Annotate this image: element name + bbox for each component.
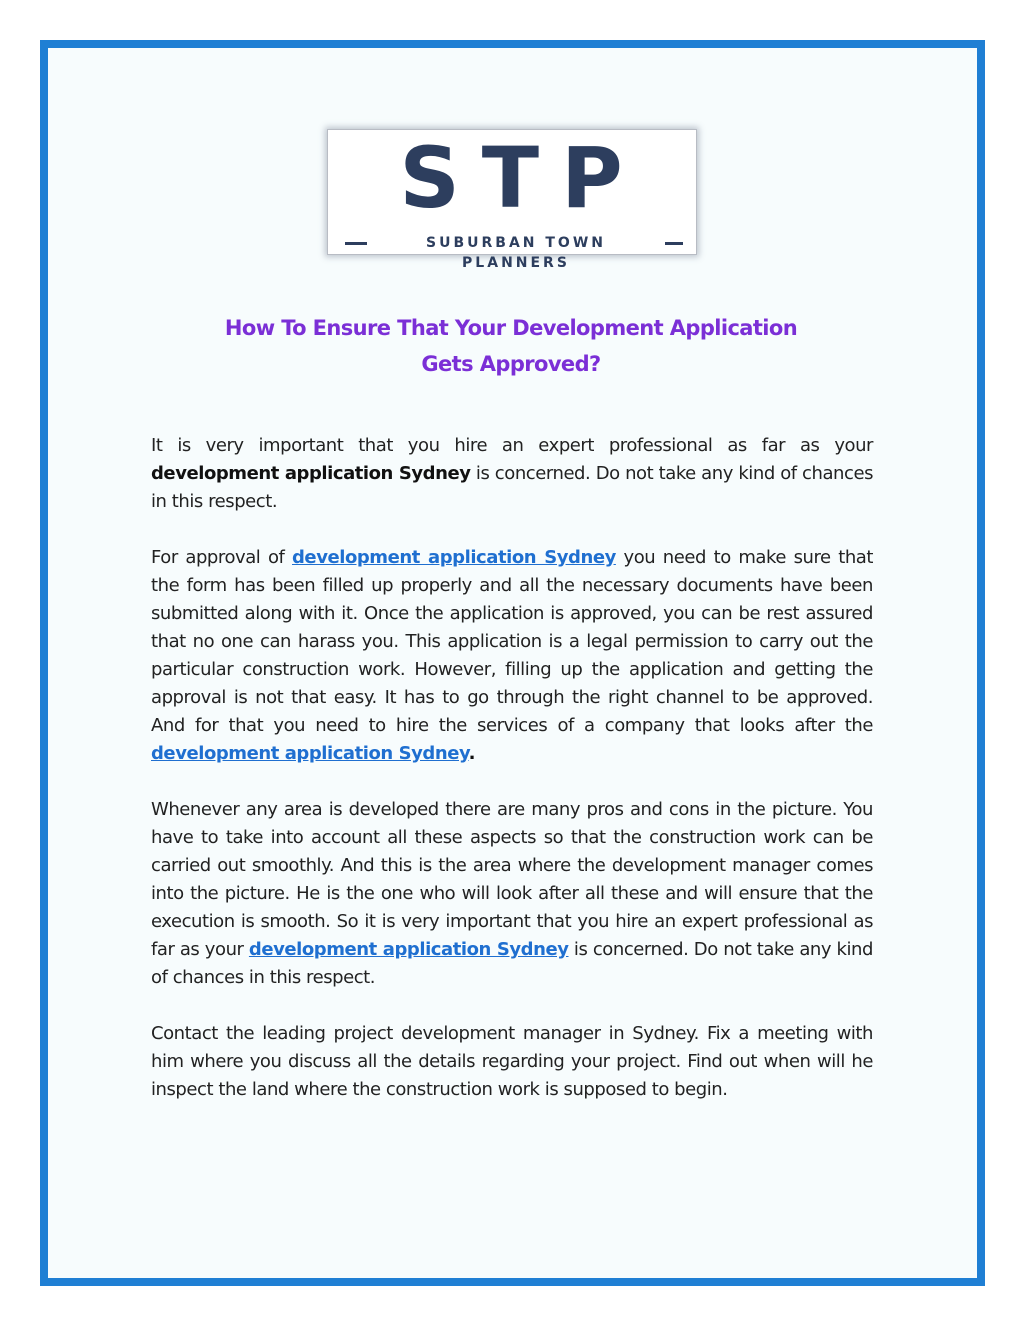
p2-text-after: . [468, 743, 475, 764]
p1-text-before: It is very important that you hire an expert professional as far as your [151, 435, 873, 456]
paragraph-2 [151, 544, 873, 768]
paragraph-3 [151, 796, 873, 992]
p2-link-2[interactable]: development application Sydney [151, 743, 469, 764]
p2-text-before: For approval of [151, 547, 292, 568]
paragraph-4: Contact the leading project development manager in Sydney. Fix a meeting with him where you discuss all the details regarding your project. Find out when will he inspect the land where the construction work is supposed to begin. [151, 1023, 873, 1100]
title-line-1: How To Ensure That Your Development Application [224, 316, 798, 340]
logo-divider-left [345, 242, 367, 245]
p3-link[interactable]: development application Sydney [248, 939, 569, 960]
p2-link-1[interactable]: development application Sydney [292, 547, 616, 568]
logo-letters: STP [399, 129, 645, 227]
logo-divider-right [665, 242, 683, 245]
stp-logo [327, 129, 697, 271]
p3-text-after: is concerned. Do not take any kind of chances in this respect. [151, 939, 873, 988]
title-line-2: Gets Approved? [421, 352, 601, 376]
p3-text-before: Whenever any area is developed there are many pros and cons in the picture. You have to take into account all these aspects so that the construction work can be carried out smoothly. And this is the area where the development manager comes into the picture. He is the one who will look after all these and will ensure that the execution is smooth. So it is very important that you hire an expert professional as far as your [151, 799, 873, 960]
article-body [151, 432, 873, 1132]
page-title [150, 310, 872, 382]
paragraph-1 [151, 432, 873, 516]
logo-tagline: SUBURBAN TOWN PLANNERS [426, 235, 606, 271]
p1-bold-keyword: development application Sydney [151, 463, 471, 484]
p1-text-after: is concerned. Do not take any kind of chances in this respect. [151, 463, 873, 512]
p2-text-middle: you need to make sure that the form has been filled up properly and all the necessary documents have been submitted along with it. Once the application is approved, you can be rest assured that no one can harass you. This application is a legal permission to carry out the particular construction work. However, filling up the application and getting the approval is not that easy. It has to go through the right channel to be approved. And for that you need to hire the services of a company that looks after the [151, 547, 873, 736]
